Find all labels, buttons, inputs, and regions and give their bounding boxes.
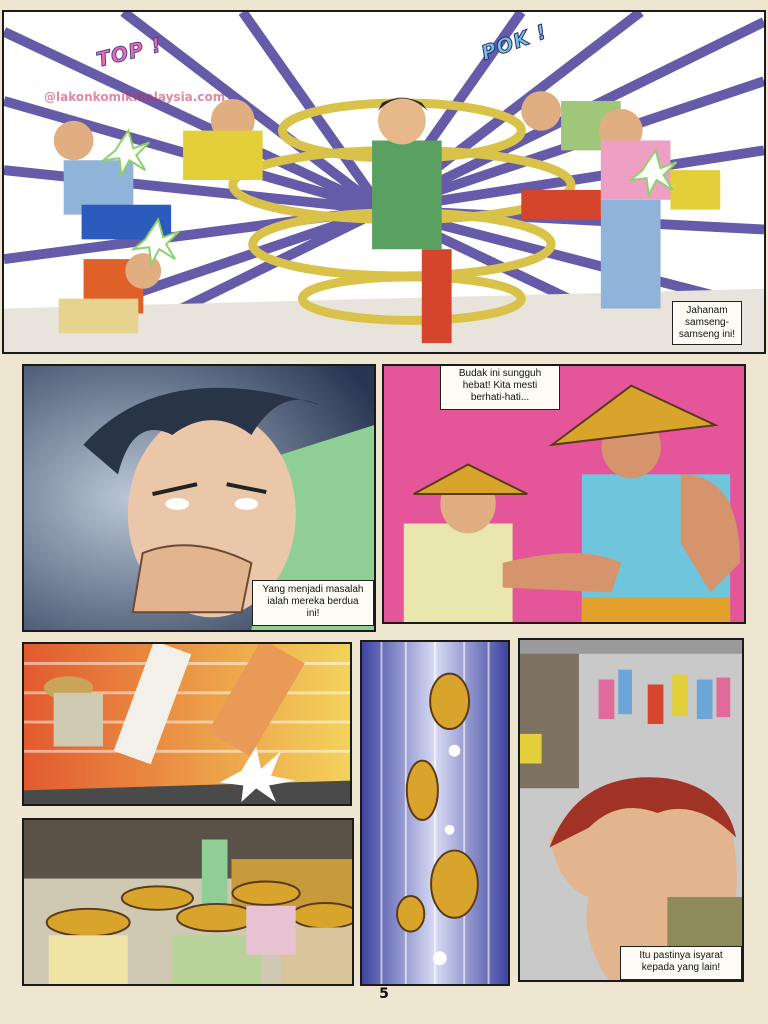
panel-2-hero-closeup xyxy=(22,364,376,632)
crowd-behind-art xyxy=(24,820,352,984)
panel-4-running-legs xyxy=(22,642,352,806)
page-number: 5 xyxy=(379,986,389,1002)
straw-hat-men-art xyxy=(384,366,744,622)
panel-5-crowd-behind xyxy=(22,818,354,986)
watermark-text: @lakonkomikmalaysia.com xyxy=(44,90,226,104)
street-signal-art xyxy=(520,640,742,980)
panel-3-straw-hat-men xyxy=(382,364,746,624)
caption-budak: Budak ini sungguh hebat! Kita mesti berhati-hati... xyxy=(440,364,560,410)
caption-masalah: Yang menjadi masalah ialah mereka berdua ini! xyxy=(252,580,374,626)
sfx-top: TOP ! xyxy=(94,32,165,72)
sfx-pok: POK ! xyxy=(477,19,551,65)
falling-hats-art xyxy=(362,642,508,984)
panel-1-fight-splash xyxy=(2,10,766,354)
caption-isyarat: Itu pastinya isyarat kepada yang lain! xyxy=(620,946,742,980)
panel-7-street-signal xyxy=(518,638,744,982)
running-legs-art xyxy=(24,644,350,804)
caption-jahanam: Jahanam samseng- samseng ini! xyxy=(672,301,742,345)
panel-6-falling-hats xyxy=(360,640,510,986)
